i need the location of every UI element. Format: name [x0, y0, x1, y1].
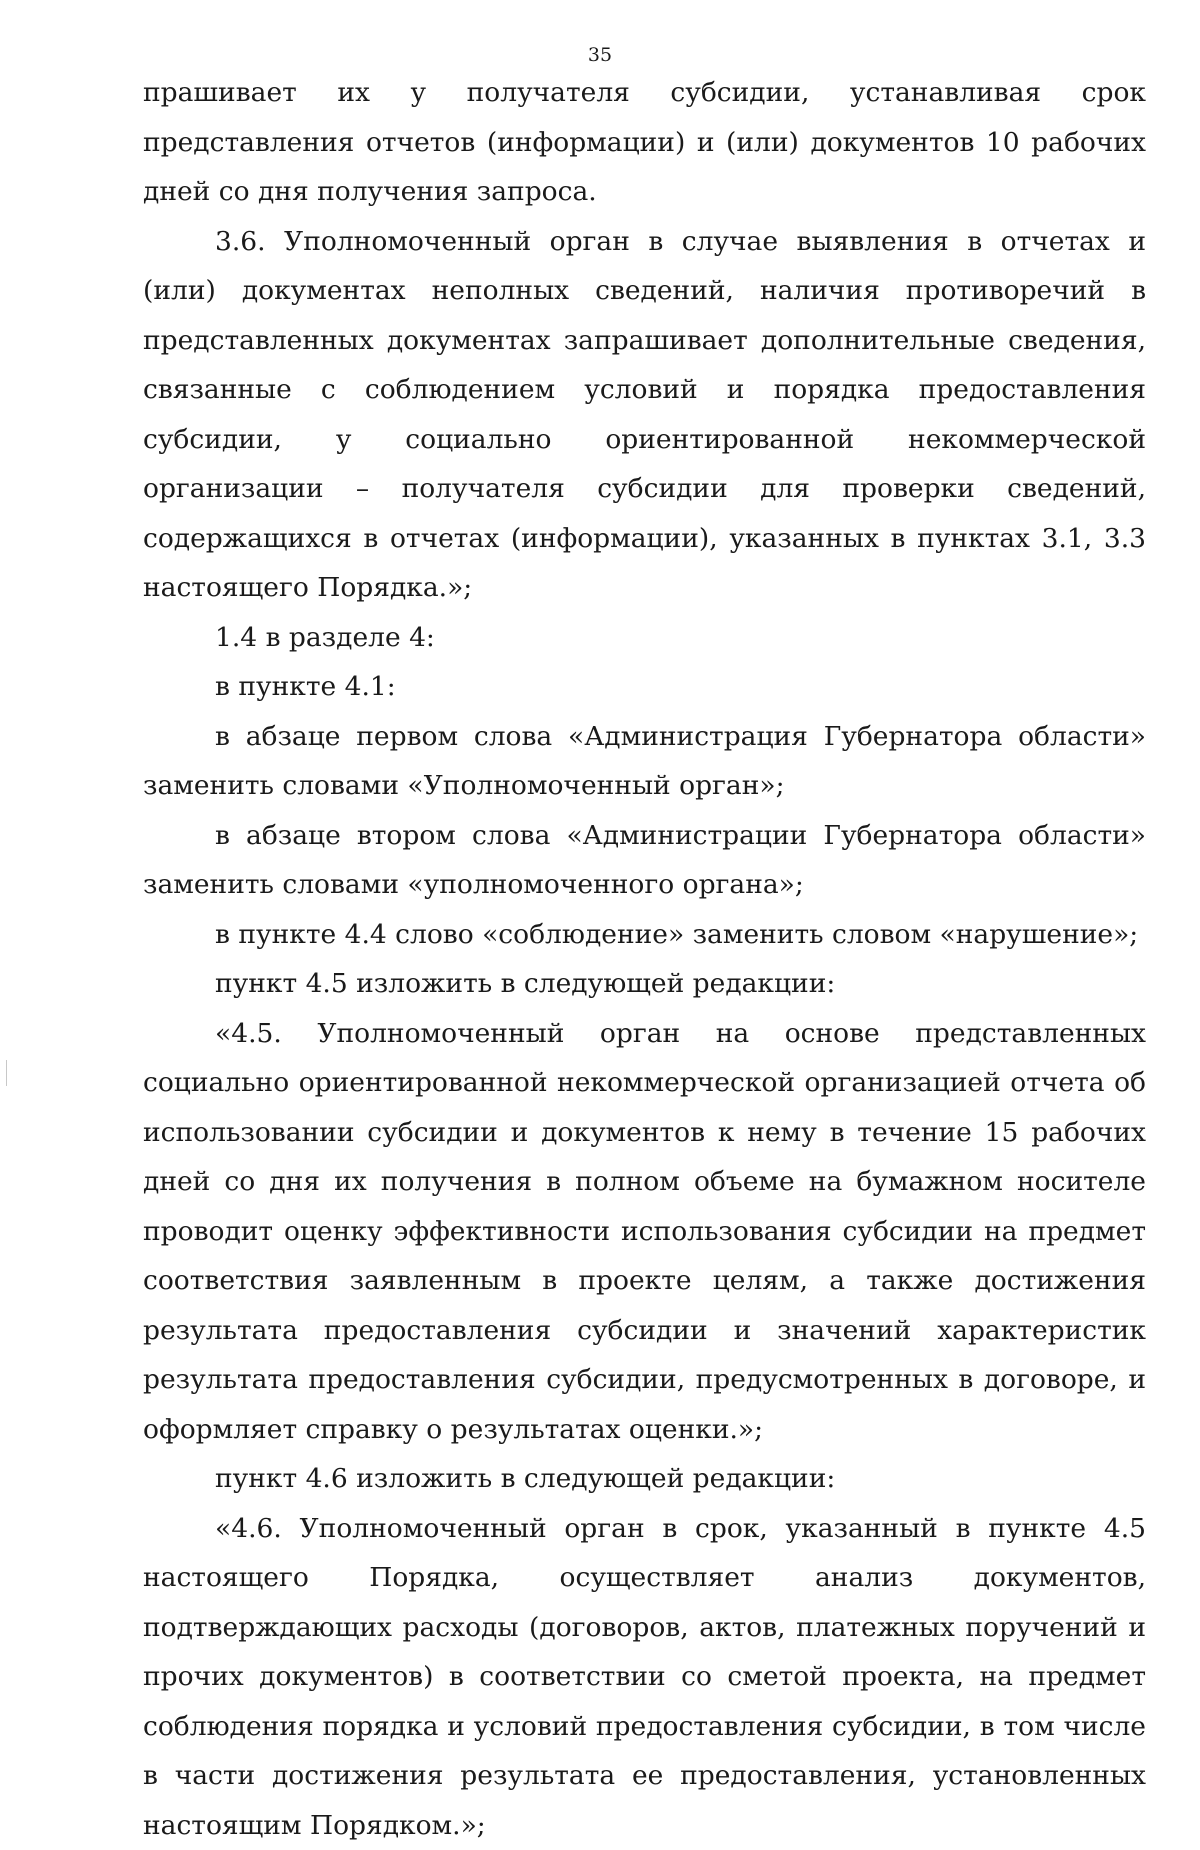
paragraph-1-4-heading: 1.4 в разделе 4:: [143, 613, 1146, 663]
paragraph-3-6: 3.6. Уполномоченный орган в случае выявления в отчетах и (или) документах неполных сведений, наличия противоречий в представленных документах запрашивает дополнительные сведения, связанные с соблюдением условий и порядка предоставления субсидии, у социально ориентированной некоммерческой организации – получателя субсидии для проверки сведений, содержащихся в отчетах (информации), указанных в пунктах 3.1, 3.3 настоящего Порядка.»;: [143, 217, 1146, 613]
scan-margin-mark: [6, 1060, 7, 1086]
document-body: [143, 68, 1146, 1850]
paragraph-point-4-5-intro: пункт 4.5 изложить в следующей редакции:: [143, 959, 1146, 1009]
paragraph-point-4-1: в пункте 4.1:: [143, 662, 1146, 712]
paragraph-4-6-text: «4.6. Уполномоченный орган в срок, указанный в пункте 4.5 настоящего Порядка, осуществляет анализ документов, подтверждающих расходы (договоров, актов, платежных поручений и прочих документов) в соответствии со сметой проекта, на предмет соблюдения порядка и условий предоставления субсидии, в том числе в части достижения результата ее предоставления, установленных настоящим Порядком.»;: [143, 1504, 1146, 1850]
paragraph-second-abzac: в абзаце втором слова «Администрации Губернатора области» заменить словами «уполномоченного органа»;: [143, 811, 1146, 910]
paragraph-point-4-4: в пункте 4.4 слово «соблюдение» заменить словом «нарушение»;: [143, 910, 1146, 960]
paragraph-first-abzac: в абзаце первом слова «Администрация Губернатора области» заменить словами «Уполномоченный орган»;: [143, 712, 1146, 811]
paragraph-continuation: прашивает их у получателя субсидии, устанавливая срок представления отчетов (информации) и (или) документов 10 рабочих дней со дня получения запроса.: [143, 68, 1146, 217]
paragraph-4-5-text: «4.5. Уполномоченный орган на основе представленных социально ориентированной некоммерческой организацией отчета об использовании субсидии и документов к нему в течение 15 рабочих дней со дня их получения в полном объеме на бумажном носителе проводит оценку эффективности использования субсидии на предмет соответствия заявленным в проекте целям, а также достижения результата предоставления субсидии и значений характеристик результата предоставления субсидии, предусмотренных в договоре, и оформляет справку о результатах оценки.»;: [143, 1009, 1146, 1455]
page-number: 35: [0, 44, 1200, 66]
paragraph-point-4-6-intro: пункт 4.6 изложить в следующей редакции:: [143, 1454, 1146, 1504]
